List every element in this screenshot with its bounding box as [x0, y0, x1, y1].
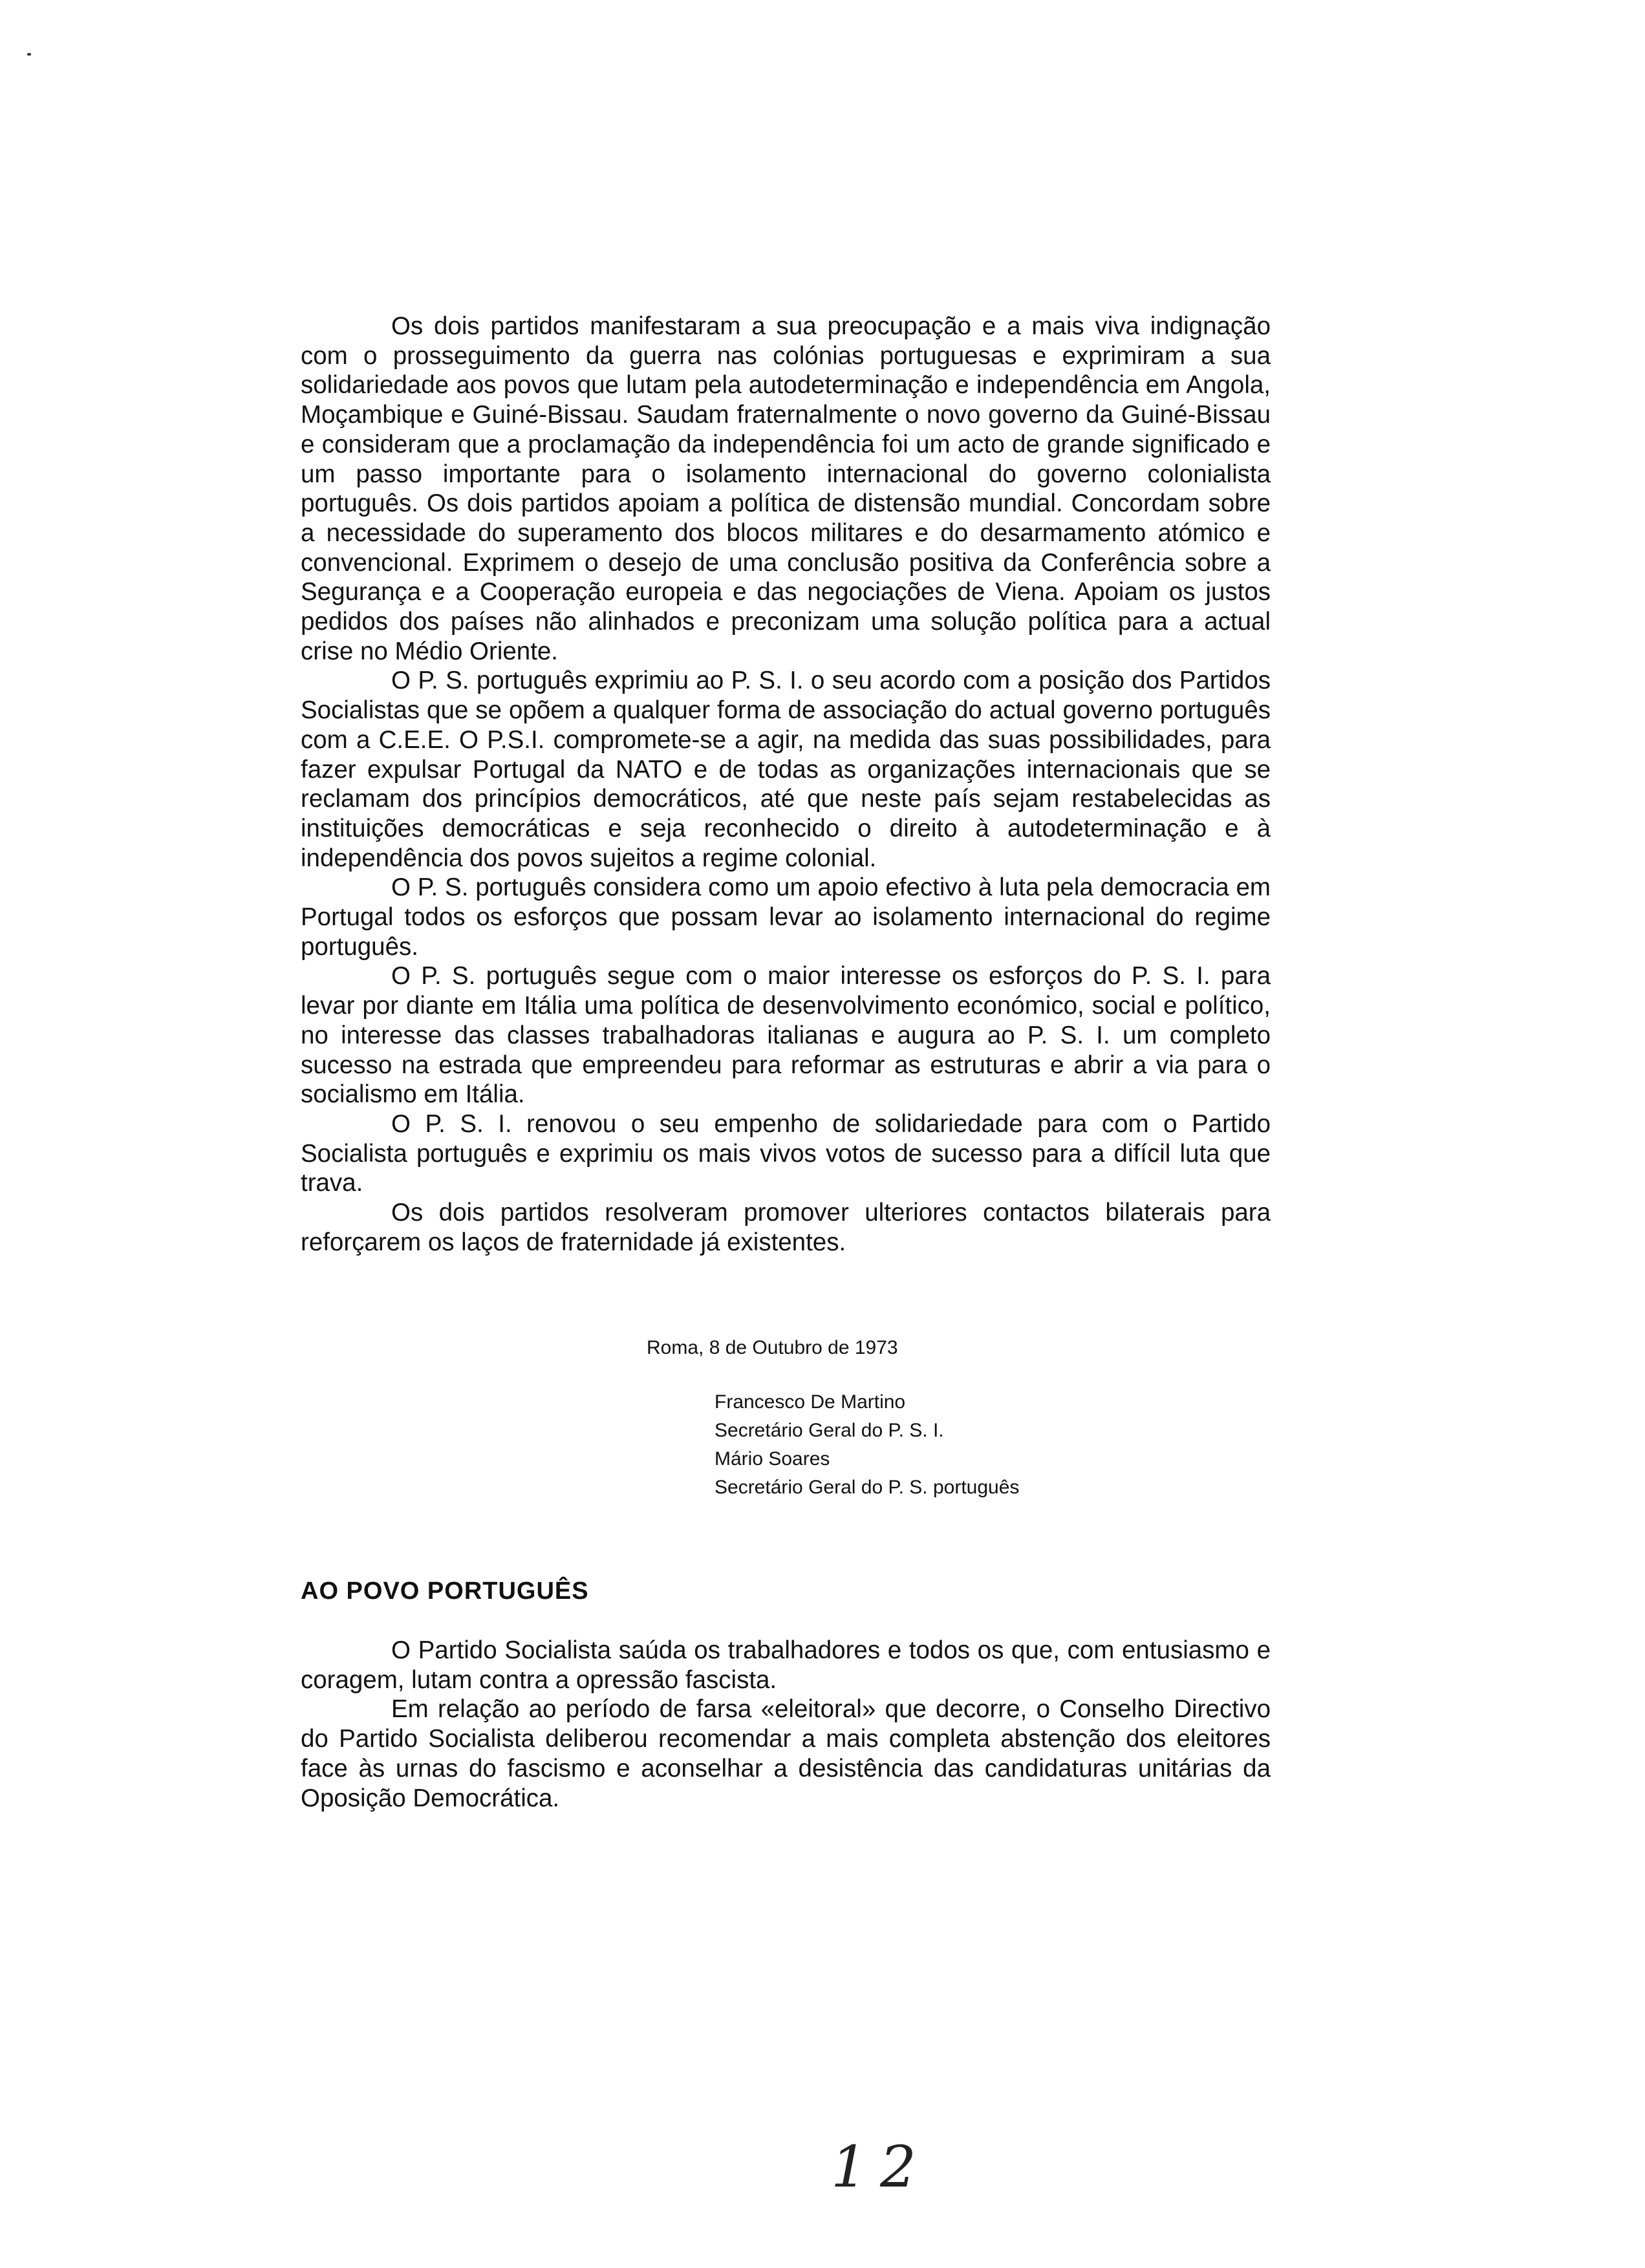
section-text	[301, 1636, 1271, 1813]
paragraph: Em relação ao período de farsa «eleitoral» que decorre, o Conselho Directivo do Partido Socialista deliberou recomendar a mais completa abstenção dos eleitores face às urnas do fascismo e aconselhar a desistência das candidaturas unitárias da Oposição Democrática.	[301, 1695, 1271, 1812]
signatory-name: Francesco De Martino	[715, 1391, 906, 1413]
section-heading: AO POVO PORTUGUÊS	[301, 1578, 589, 1605]
signatory-name: Mário Soares	[715, 1448, 830, 1470]
signatory-title: Secretário Geral do P. S. português	[715, 1477, 1020, 1498]
paragraph: O P. S. I. renovou o seu empenho de solidariedade para com o Partido Socialista português e exprimiu os mais vivos votos de sucesso para a difícil luta que trava.	[301, 1109, 1271, 1197]
page-number: 12	[831, 2134, 929, 2200]
signatories	[715, 1388, 1229, 1502]
paragraph: Os dois partidos resolveram promover ulteriores contactos bilaterais para reforçarem os laços de fraternidade já existentes.	[301, 1199, 1271, 1256]
signature-block	[647, 1335, 1229, 1502]
paragraph: Os dois partidos manifestaram a sua preocupação e a mais viva indignação com o prosseguimento da guerra nas colónias portuguesas e exprimiram a sua solidariedade aos povos que lutam pela autodeterminação e independência em Angola, Moçambique e Guiné-Bissau. Saudam fraternalmente o novo governo da Guiné-Bissau e consideram que a proclamação da independência foi um acto de grande significado e um passo importante para o isolamento internacional do governo colonialista português. Os dois partidos apoiam a política de distensão mundial. Concordam sobre a necessidade do superamento dos blocos militares e do desarmamento atómico e convencional. Exprimem o desejo de uma conclusão positiva da Conferência sobre a Segurança e a Cooperação europeia e das negociações de Viena. Apoiam os justos pedidos dos países não alinhados e preconizam uma solução política para a actual crise no Médio Oriente.	[301, 312, 1271, 665]
paragraph: O P. S. português considera como um apoio efectivo à luta pela democracia em Portugal todos os esforços que possam levar ao isolamento internacional do regime português.	[301, 873, 1271, 961]
place-date: Roma, 8 de Outubro de 1973	[647, 1337, 898, 1358]
scan-mark	[27, 53, 31, 56]
main-text	[301, 312, 1271, 1257]
paragraph: O Partido Socialista saúda os trabalhadores e todos os que, com entusiasmo e coragem, lutam contra a opressão fascista.	[301, 1636, 1271, 1694]
signatory-title: Secretário Geral do P. S. I.	[715, 1420, 944, 1441]
paragraph: O P. S. português exprimiu ao P. S. I. o seu acordo com a posição dos Partidos Socialistas que se opõem a qualquer forma de associação do actual governo português com a C.E.E. O P.S.I. compromete-se a agir, na medida das suas possibilidades, para fazer expulsar Portugal da NATO e de todas as organizações internacionais que se reclamam dos princípios democráticos, até que neste país sejam restabelecidas as instituições democráticas e seja reconhecido o direito à autodeterminação e à independência dos povos sujeitos a regime colonial.	[301, 667, 1271, 872]
paragraph: O P. S. português segue com o maior interesse os esforços do P. S. I. para levar por diante em Itália uma política de desenvolvimento económico, social e político, no interesse das classes trabalhadoras italianas e augura ao P. S. I. um completo sucesso na estrada que empreendeu para reformar as estruturas e abrir a via para o socialismo em Itália.	[301, 962, 1271, 1109]
